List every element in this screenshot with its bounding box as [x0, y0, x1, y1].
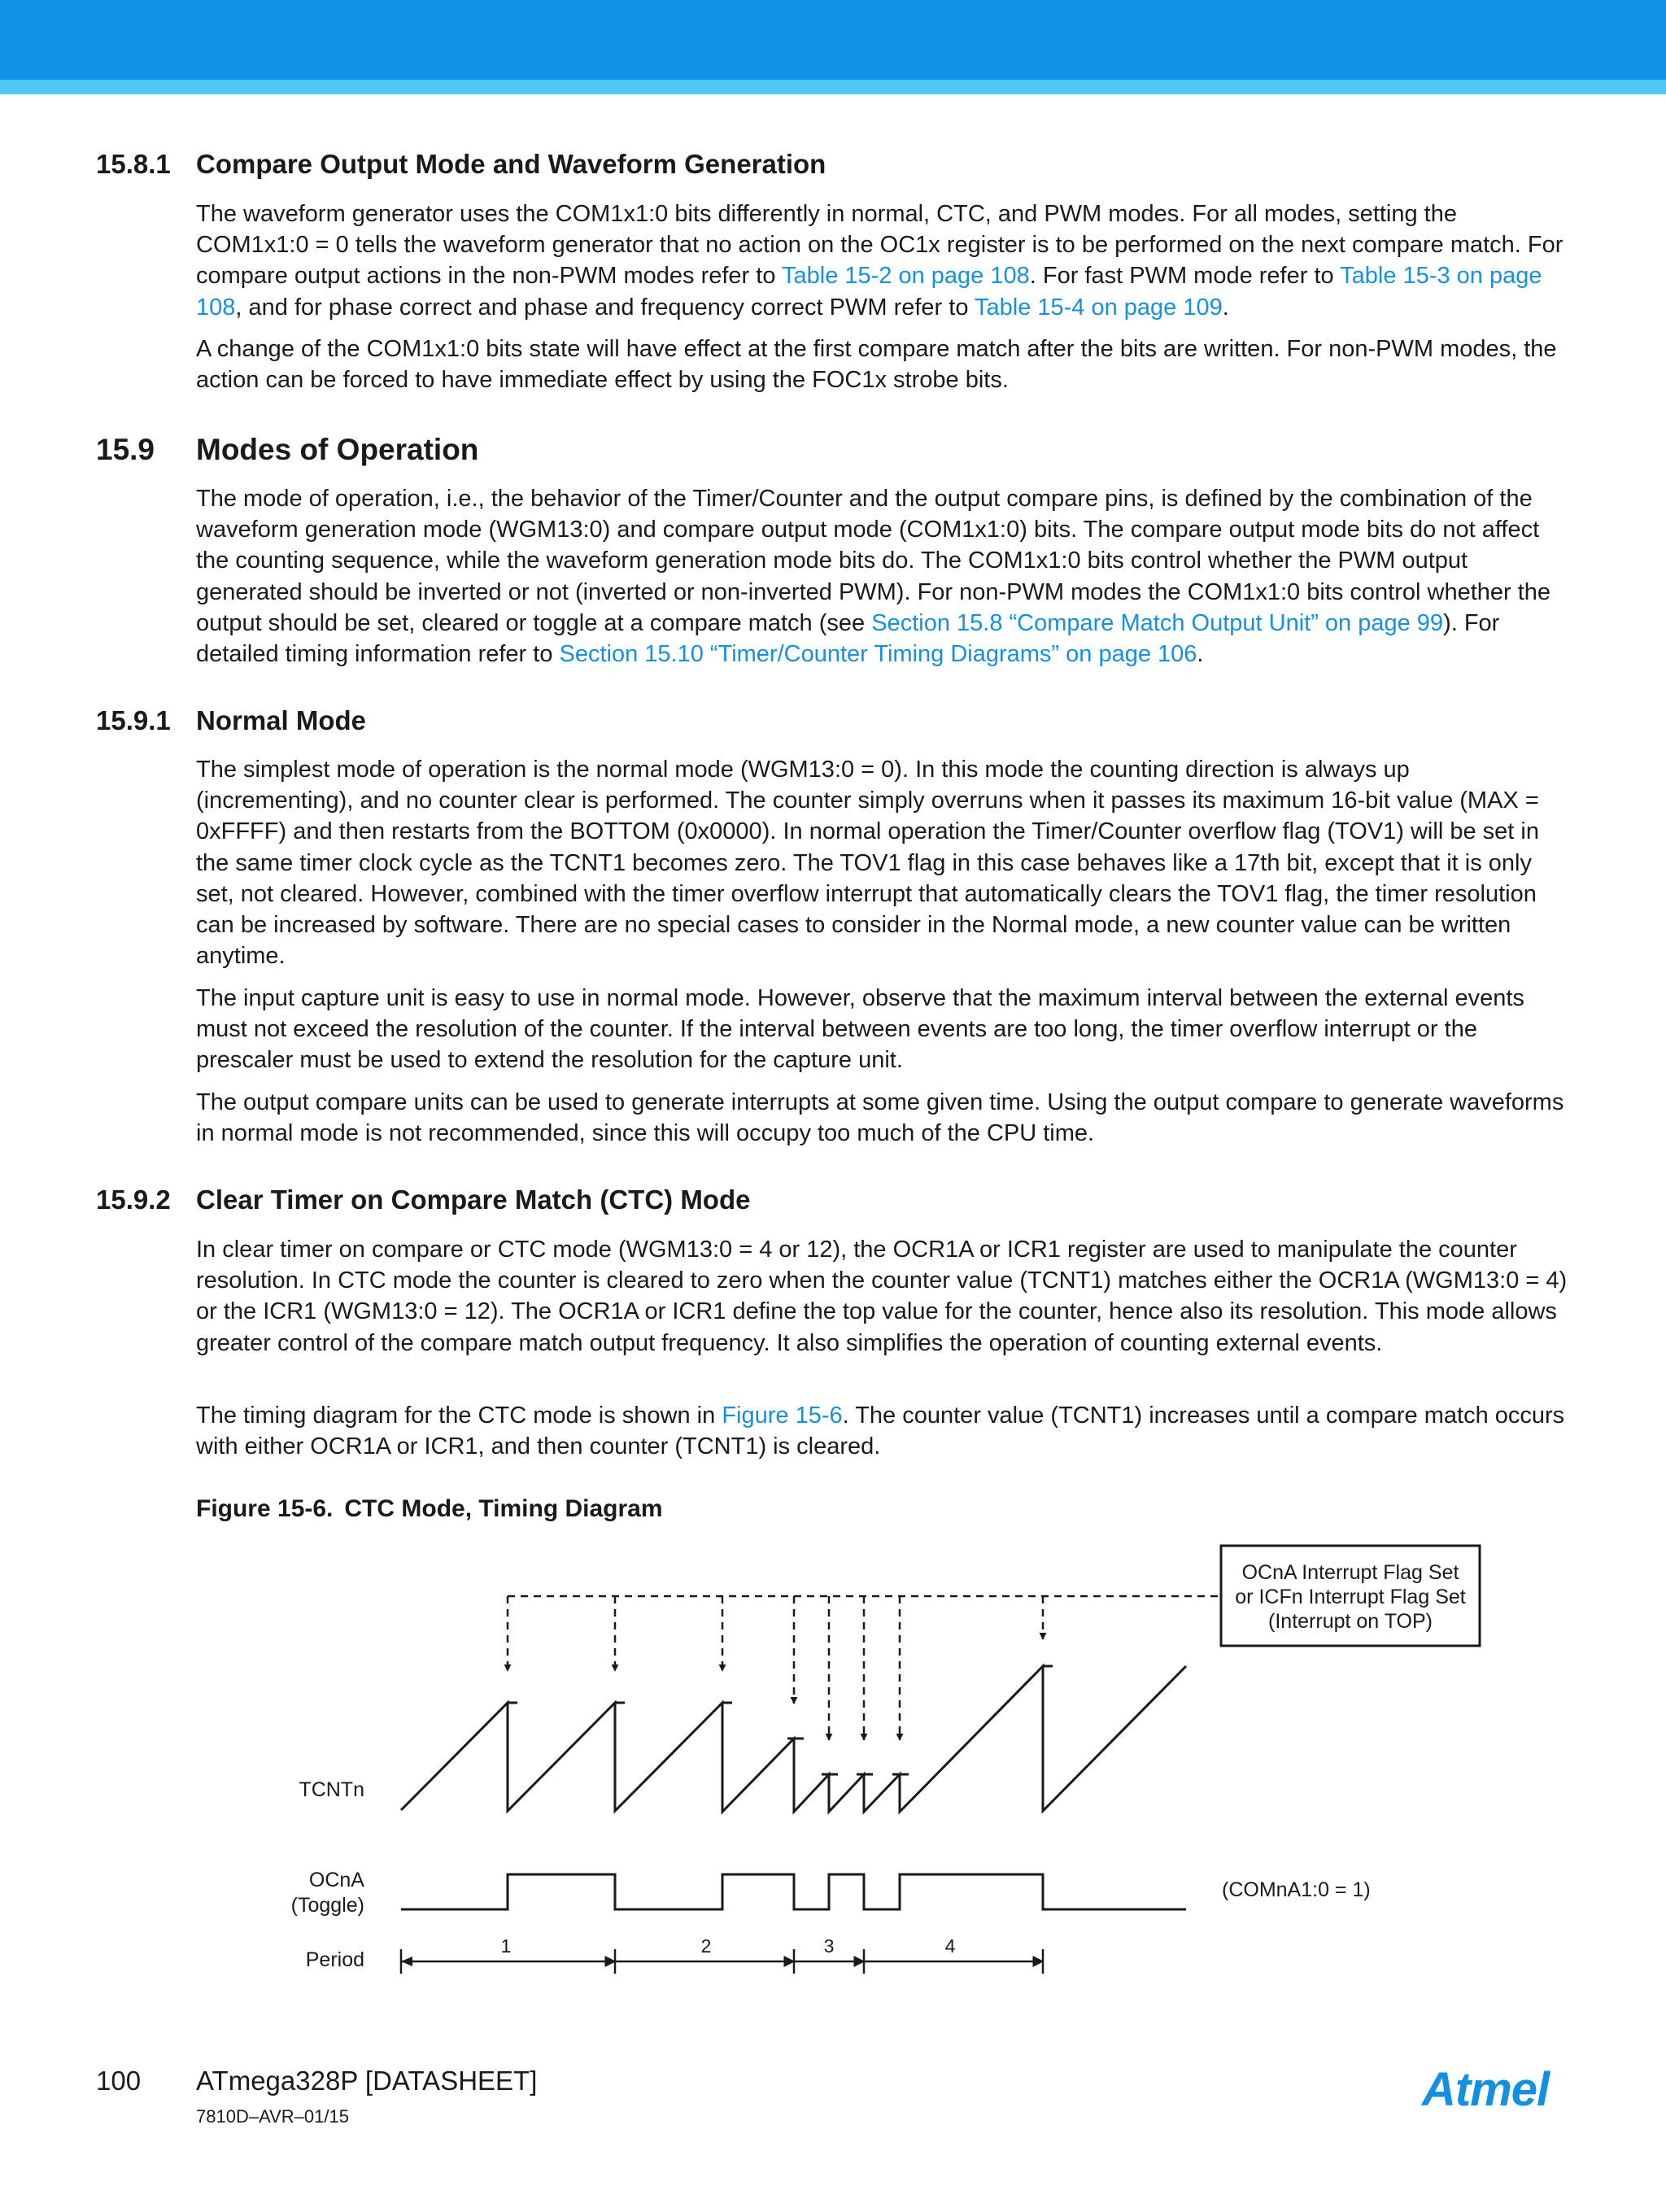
footer-title: ATmega328P [DATASHEET] [196, 2066, 538, 2096]
box-line-3: (Interrupt on TOP) [1268, 1610, 1433, 1633]
figure-title: CTC Mode, Timing Diagram [344, 1495, 663, 1522]
box-line-2: or ICFn Interrupt Flag Set [1235, 1586, 1466, 1608]
period-number-2: 2 [700, 1935, 712, 1957]
figure-label: Figure 15-6. [196, 1495, 334, 1522]
top-markers [508, 1666, 1053, 1774]
text: . [1222, 294, 1229, 321]
com-label: (COMnA1:0 = 1) [1222, 1878, 1371, 1901]
period-number-3: 3 [823, 1935, 835, 1957]
text: The mode of operation, i.e., the behavior of the Timer/Counter and the output compare pins, is defined by the combination of the waveform generation mode (WGM13:0) and compare output mode (COM1x1:0) bits. The compare output mode bits do not affect the counting sequence, while the waveform generation mode bits do. The COM1x1:0 bits control whether the PWM output generated should be inverted or not (inverted or non-inverted PWM). For non-PWM modes the COM1x1:0 bits control whether the output should be set, cleared or toggle at a compare match (see [196, 486, 1551, 636]
period-label: Period [305, 1948, 364, 1971]
page-number: 100 [96, 2066, 142, 2096]
text: . The counter value (TCNT1) increases until a compare match occurs with either OCR1A or ICR1, and then counter (TCNT1) is cleared. [196, 1403, 1565, 1460]
link-figure-15-6[interactable]: Figure 15-6 [722, 1403, 843, 1429]
period-number-1: 1 [500, 1935, 512, 1957]
section-title: Clear Timer on Compare Match (CTC) Mode [196, 1185, 751, 1215]
section-number: 15.8.1 [96, 149, 171, 179]
header-bar [0, 0, 1666, 80]
text: The timing diagram for the CTC mode is shown in [196, 1403, 722, 1429]
text: , and for phase correct and phase and frequency correct PWM refer to [235, 294, 975, 321]
paragraph: In clear timer on compare or CTC mode (WGM13:0 = 4 or 12), the OCR1A or ICR1 register are used to manipulate the counter resolution. In CTC mode the counter is cleared to zero when the counter value (TCNT1) matches either the OCR1A (WGM13:0 = 4) or the ICR1 (WGM13:0 = 12). The OCR1A or ICR1 define the top value for the counter, hence also its resolution. This mode allows greater control of the compare match output frequency. It also simplifies the operation of counting external events. [196, 1237, 1568, 1356]
paragraph [196, 483, 1571, 670]
atmel-logo: Atmel [1422, 2063, 1550, 2116]
link-table-15-3[interactable]: Table 15-3 on page 108 [196, 263, 1542, 321]
paragraph: A change of the COM1x1:0 bits state will have effect at the first compare match after the bits are written. For non-PWM modes, the action can be forced to have immediate effect by using the FOC1x strobe bits. [196, 336, 1557, 394]
section-number: 15.9.2 [96, 1185, 171, 1215]
paragraph: The simplest mode of operation is the normal mode (WGM13:0 = 0). In this mode the counting direction is always up (incrementing), and no counter clear is performed. The counter simply overruns when it passes its maximum 16-bit value (MAX = 0xFFFF) and then restarts from the BOTTOM (0x0000). In normal operation the Timer/Counter overflow flag (TOV1) will be set in the same timer clock cycle as the TCNT1 becomes zero. The TOV1 flag in this case behaves like a 17th bit, except that it is only set, not cleared. However, combined with the timer overflow interrupt that automatically clears the TOV1 flag, the timer resolution can be increased by software. There are no special cases to consider in the Normal mode, a new counter value can be written anytime. [196, 757, 1539, 970]
link-section-15-8[interactable]: Section 15.8 “Compare Match Output Unit” on page 99 [871, 609, 1444, 636]
ocna-label: OCnA [308, 1869, 364, 1891]
section-number: 15.9 [96, 433, 155, 466]
box-line-1: OCnA Interrupt Flag Set [1241, 1561, 1459, 1584]
text: ). For detailed timing information refer to [196, 609, 1500, 668]
text: . For fast PWM mode refer to [1029, 263, 1341, 290]
ocna-waveform [401, 1874, 1186, 1909]
paragraph [196, 199, 1571, 323]
period-number-4: 4 [944, 1935, 956, 1957]
footer-doc-id: 7810D–AVR–01/15 [196, 2106, 349, 2127]
text: . [1197, 641, 1204, 668]
section-title: Normal Mode [196, 705, 367, 735]
section-title: Modes of Operation [196, 433, 479, 466]
paragraph [196, 1400, 1571, 1462]
paragraph: The output compare units can be used to generate interrupts at some given time. Using the output compare to generate waveforms in normal mode is not recommended, since this will occupy too much of the CPU time. [196, 1089, 1564, 1147]
tcnt-label: TCNTn [299, 1778, 364, 1801]
header-bar-accent [0, 80, 1666, 94]
period-start-arrow [401, 1957, 412, 1966]
link-table-15-2[interactable]: Table 15-2 on page 108 [782, 263, 1030, 290]
flag-arrows [508, 1596, 1043, 1740]
link-section-15-10[interactable]: Section 15.10 “Timer/Counter Timing Diagrams” on page 106 [559, 641, 1197, 668]
link-table-15-4[interactable]: Table 15-4 on page 109 [975, 294, 1223, 321]
ctc-timing-diagram [0, 1529, 1666, 1985]
text: The waveform generator uses the COM1x1:0 bits differently in normal, CTC, and PWM modes. For all modes, setting the COM1x1:0 = 0 tells the waveform generator that no action on the OC1x register is to be performed on the next compare match. For compare output actions in the non-PWM modes refer to [196, 201, 1564, 290]
figure-caption [196, 1495, 663, 1523]
section-number: 15.9.1 [96, 705, 171, 735]
paragraph: The input capture unit is easy to use in normal mode. However, observe that the maximum interval between the external events must not exceed the resolution of the counter. If the interval between events are too long, the timer overflow interrupt or the prescaler must be used to extend the resolution for the capture unit. [196, 985, 1524, 1074]
toggle-label: (Toggle) [290, 1894, 364, 1917]
section-title: Compare Output Mode and Waveform Generation [196, 149, 826, 179]
